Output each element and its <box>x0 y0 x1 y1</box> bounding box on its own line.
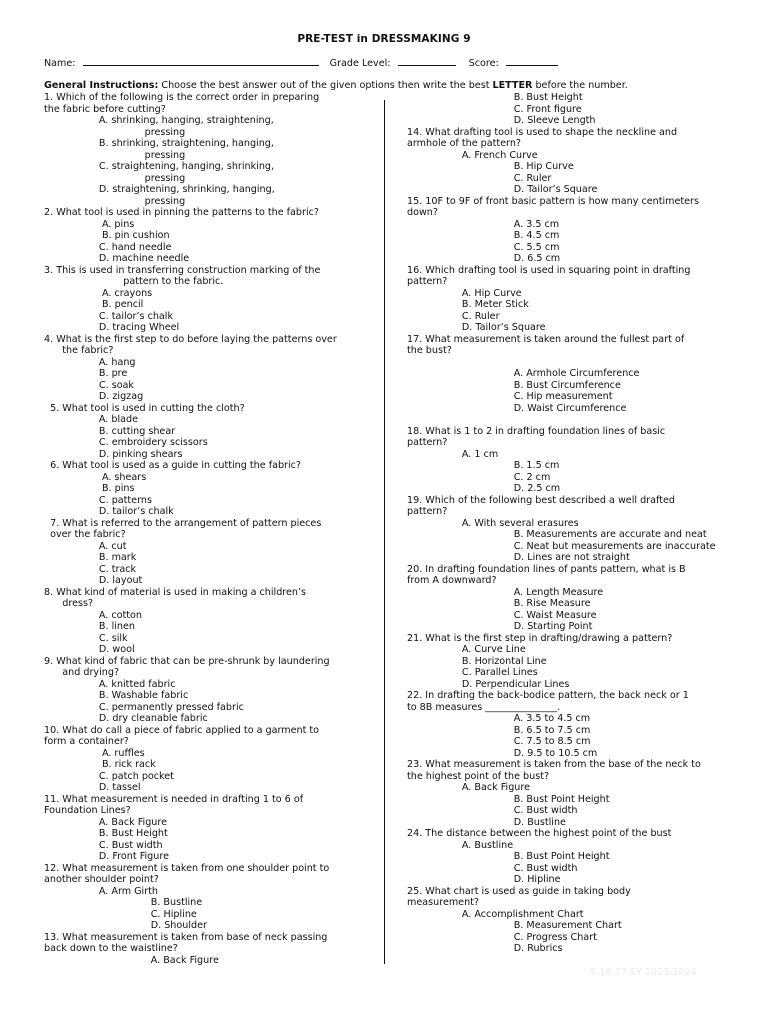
question-text: from A downward? <box>407 575 497 586</box>
answer-option: B. Bustline <box>44 897 203 908</box>
answer-option: B. shrinking, straightening, hanging, <box>44 138 274 149</box>
answer-option: C. straightening, hanging, shrinking, <box>44 161 275 172</box>
question-text: 7. What is referred to the arrangement of pattern pieces <box>44 517 322 529</box>
column-divider <box>384 100 385 964</box>
answer-option: A. Arm Girth <box>44 885 159 897</box>
answer-option: C. embroidery scissors <box>44 437 208 448</box>
answer-option: D. Shoulder <box>44 920 207 931</box>
answer-option: D. Tailor’s Square <box>407 322 546 333</box>
question-text: 6. What tool is used as a guide in cutting the fabric? <box>44 460 302 471</box>
answer-option: B. Bust Height <box>44 828 168 839</box>
question-text: 11. What measurement is needed in drafting 1 to 6 of <box>44 793 304 805</box>
answer-option: C. permanently pressed fabric <box>44 701 244 713</box>
answer-option: C. 5.5 cm <box>407 241 560 253</box>
answer-option: pressing <box>44 172 186 184</box>
answer-option: A. Back Figure <box>44 954 219 966</box>
answer-option <box>407 357 747 369</box>
question-text: 13. What measurement is taken from base of neck passing <box>44 931 328 943</box>
answer-option: C. Waist Measure <box>407 609 597 621</box>
answer-option <box>407 414 747 426</box>
answer-option: D. Perpendicular Lines <box>407 678 570 690</box>
name-blank <box>83 57 319 66</box>
question-text: pattern? <box>407 276 448 287</box>
question-text: 17. What measurement is taken around the fullest part of <box>407 333 685 345</box>
general-instructions <box>44 80 744 91</box>
question-text: the fabric before cutting? <box>44 103 166 115</box>
answer-option: A. French Curve <box>407 149 538 161</box>
answer-option: C. 2 cm <box>407 471 551 483</box>
answer-option: D. Tailor’s Square <box>407 184 598 195</box>
question-text: another shoulder point? <box>44 874 159 885</box>
answer-option: C. patterns <box>44 494 152 506</box>
question-text: form a container? <box>44 736 129 747</box>
answer-option: A. 1 cm <box>407 448 499 460</box>
answer-option: D. straightening, shrinking, hanging, <box>44 184 275 195</box>
question-text: 15. 10F to 9F of front basic pattern is how many centimeters <box>407 195 699 207</box>
answer-option: C. Front figure <box>407 103 582 115</box>
question-text: pattern to the fabric. <box>44 276 224 287</box>
answer-option: B. Rise Measure <box>407 598 591 609</box>
answer-option: C. 7.5 to 8.5 cm <box>407 736 591 747</box>
question-text: pattern? <box>407 506 448 517</box>
question-text: 23. What measurement is taken from the base of the neck to <box>407 759 701 770</box>
answer-option: B. Hip Curve <box>407 161 574 172</box>
question-text: down? <box>407 207 438 218</box>
answer-option: D. Rubrics <box>407 943 563 954</box>
answer-option: pressing <box>44 195 186 207</box>
answer-option: B. mark <box>44 552 137 563</box>
question-text: 8. What kind of material is used in making a children’s <box>44 586 307 598</box>
question-text: dress? <box>44 598 94 609</box>
score-label: Score: <box>468 58 499 69</box>
answer-option: B. Bust Height <box>407 92 583 103</box>
answer-option: A. shrinking, hanging, straightening, <box>44 115 274 126</box>
answer-option: B. cutting shear <box>44 425 176 437</box>
question-text: armhole of the pattern? <box>407 138 522 149</box>
question-text: Foundation Lines? <box>44 805 131 816</box>
name-label: Name: <box>44 58 76 69</box>
student-info-row <box>44 57 566 69</box>
question-text: 5. What tool is used in cutting the cloth? <box>44 402 245 414</box>
question-text: 10. What do call a piece of fabric applied to a garment to <box>44 724 320 736</box>
answer-option: D. 2.5 cm <box>407 483 561 494</box>
answer-option: C. tailor’s chalk <box>44 310 174 322</box>
answer-option: B. Meter Stick <box>407 299 529 310</box>
answer-option: D. pinking shears <box>44 448 183 460</box>
answer-option: pressing <box>44 126 186 138</box>
question-text: 25. What chart is used as guide in taking body <box>407 885 631 897</box>
answer-option: C. patch pocket <box>44 770 174 782</box>
watermark: 5-16-17 SY 2023-2024 <box>590 967 697 978</box>
answer-option: C. Progress Chart <box>407 931 597 943</box>
answer-option: C. hand needle <box>44 241 172 253</box>
answer-option: D. Front Figure <box>44 851 169 862</box>
answer-option: B. Bust Point Height <box>407 793 610 805</box>
instructions-heading: General Instructions: <box>44 80 159 91</box>
answer-option: C. Ruler <box>407 172 552 184</box>
answer-option: C. Bust width <box>407 862 578 874</box>
answer-option: D. dry cleanable fabric <box>44 713 208 724</box>
answer-option: A. Length Measure <box>407 586 604 598</box>
answer-option: D. tassel <box>44 782 141 793</box>
answer-option: A. 3.5 cm <box>407 218 560 230</box>
question-text: pattern? <box>407 437 448 448</box>
answer-option: D. tailor’s chalk <box>44 506 174 517</box>
instructions-end: before the number. <box>532 80 628 91</box>
answer-option: C. Parallel Lines <box>407 667 538 678</box>
grade-level-blank <box>398 57 456 66</box>
answer-option: B. Washable fabric <box>44 690 189 701</box>
question-text: measurement? <box>407 897 480 908</box>
answer-option: A. hang <box>44 356 136 368</box>
answer-option: A. shears <box>44 471 147 483</box>
answer-option: B. linen <box>44 621 135 632</box>
question-text: 9. What kind of fabric that can be pre-shrunk by laundering <box>44 655 330 667</box>
question-text: the fabric? <box>44 345 114 356</box>
answer-option: A. Bustline <box>407 839 514 851</box>
answer-option: A. ruffles <box>44 747 145 759</box>
answer-option: A. Armhole Circumference <box>407 368 640 379</box>
answer-option: pressing <box>44 149 186 161</box>
answer-option: A. Back Figure <box>407 782 531 793</box>
answer-option: C. soak <box>44 379 134 391</box>
question-text: 21. What is the first step in drafting/drawing a pattern? <box>407 632 673 644</box>
grade-level-label: Grade Level: <box>329 58 391 69</box>
answer-option: B. 4.5 cm <box>407 230 560 241</box>
question-text: 19. Which of the following best described a well drafted <box>407 494 675 506</box>
answer-option: C. Hipline <box>44 908 197 920</box>
question-text: 4. What is the first step to do before laying the patterns over <box>44 333 337 345</box>
answer-option: C. Ruler <box>407 310 500 322</box>
answer-option: B. Measurements are accurate and neat <box>407 529 707 540</box>
answer-option: C. Bust width <box>44 839 163 851</box>
answer-option: D. wool <box>44 644 135 655</box>
answer-option: C. Bust width <box>407 805 578 816</box>
answer-option: A. 3.5 to 4.5 cm <box>407 713 591 724</box>
instructions-letter: LETTER <box>492 80 533 91</box>
answer-option: C. silk <box>44 632 128 644</box>
answer-option: A. knitted fabric <box>44 678 176 690</box>
question-text: 16. Which drafting tool is used in squaring point in drafting <box>407 264 691 276</box>
question-text: 3. This is used in transferring construction marking of the <box>44 264 321 276</box>
answer-option: C. track <box>44 563 137 575</box>
question-text: 1. Which of the following is the correct order in preparing <box>44 92 320 103</box>
answer-option: B. pins <box>44 483 135 494</box>
answer-option: B. pencil <box>44 299 144 310</box>
answer-option: B. rick rack <box>44 759 156 770</box>
question-text: back down to the waistline? <box>44 943 178 954</box>
answer-option: C. Hip measurement <box>407 391 613 402</box>
answer-option: D. Waist Circumference <box>407 402 627 414</box>
answer-option: A. Back Figure <box>44 816 168 828</box>
answer-option: A. cotton <box>44 609 143 621</box>
answer-option: B. Measurement Chart <box>407 920 622 931</box>
question-text: 12. What measurement is taken from one shoulder point to <box>44 862 330 874</box>
answer-option: A. Hip Curve <box>407 287 522 299</box>
answer-option: D. Lines are not straight <box>407 552 630 563</box>
answer-option: B. pin cushion <box>44 230 170 241</box>
answer-option: D. zigzag <box>44 391 144 402</box>
answer-option: D. machine needle <box>44 253 190 264</box>
answer-option: B. Bust Circumference <box>407 379 621 391</box>
answer-option: A. crayons <box>44 287 153 299</box>
answer-option: D. Starting Point <box>407 621 593 632</box>
answer-option: B. Bust Point Height <box>407 851 610 862</box>
question-text: 14. What drafting tool is used to shape the neckline and <box>407 126 678 138</box>
answer-option: B. Horizontal Line <box>407 655 547 667</box>
answer-option: D. 6.5 cm <box>407 253 561 264</box>
answer-option: A. Curve Line <box>407 644 526 655</box>
answer-option: D. Hipline <box>407 874 561 885</box>
answer-option: B. 6.5 to 7.5 cm <box>407 724 591 736</box>
answer-option: A. With several erasures <box>407 517 579 529</box>
question-text: 24. The distance between the highest point of the bust <box>407 828 672 839</box>
page-title: PRE-TEST in DRESSMAKING 9 <box>297 33 471 45</box>
answer-option: D. 9.5 to 10.5 cm <box>407 747 598 759</box>
answer-option: A. blade <box>44 414 139 425</box>
answer-option: D. tracing Wheel <box>44 322 180 333</box>
question-text: 2. What tool is used in pinning the patterns to the fabric? <box>44 207 319 218</box>
right-column <box>407 92 747 955</box>
answer-option: B. 1.5 cm <box>407 460 560 471</box>
instructions-text: Choose the best answer out of the given options then write the best <box>158 80 493 91</box>
left-column <box>44 92 379 966</box>
answer-option: A. Accomplishment Chart <box>407 908 584 920</box>
question-text: and drying? <box>44 667 120 678</box>
score-blank <box>506 57 558 66</box>
question-text: the bust? <box>407 345 452 356</box>
question-text: 18. What is 1 to 2 in drafting foundation lines of basic <box>407 425 666 437</box>
answer-option: D. Bustline <box>407 816 566 828</box>
answer-option: A. cut <box>44 540 127 552</box>
answer-option: A. pins <box>44 218 135 230</box>
question-text: to 8B measures _______________. <box>407 701 561 713</box>
answer-option: C. Neat but measurements are inaccurate <box>407 540 716 552</box>
answer-option: B. pre <box>44 368 128 379</box>
question-text: over the fabric? <box>44 529 126 540</box>
answer-option: D. layout <box>44 575 143 586</box>
answer-option: D. Sleeve Length <box>407 115 596 126</box>
question-text: 22. In drafting the back-bodice pattern, the back neck or 1 <box>407 690 689 701</box>
question-text: the highest point of the bust? <box>407 770 550 782</box>
question-text: 20. In drafting foundation lines of pants pattern, what is B <box>407 563 686 575</box>
